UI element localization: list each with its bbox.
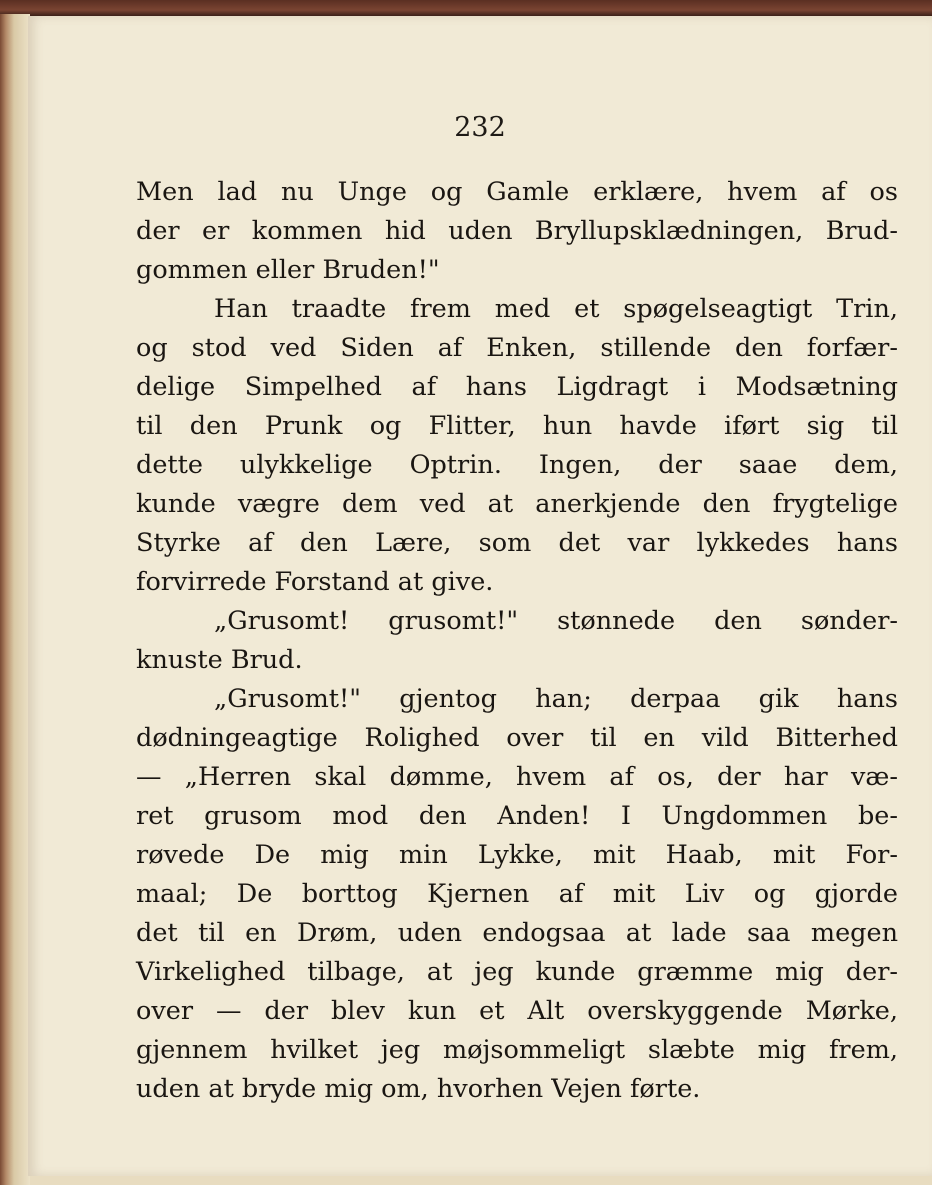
text-line: til den Prunk og Flitter, hun havde iført sig til [136,411,898,441]
text-line: „Grusomt! grusomt!" stønnede den sønder- [214,606,898,636]
text-line: røvede De mig min Lykke, mit Haab, mit For- [136,840,898,870]
text-line: Men lad nu Unge og Gamle erklære, hvem af os [136,177,898,207]
book-page [28,16,932,1176]
text-line: over — der blev kun et Alt overskyggende Mørke, [136,996,898,1026]
text-line: der er kommen hid uden Bryllupsklædningen, Brud- [136,216,898,246]
text-line: det til en Drøm, uden endogsaa at lade saa megen [136,918,898,948]
text-line: Han traadte frem med et spøgelseagtigt Trin, [214,294,898,324]
text-line: kunde vægre dem ved at anerkjende den frygtelige [136,489,898,519]
text-line: — „Herren skal dømme, hvem af os, der har væ- [136,762,898,792]
text-line: gommen eller Bruden!" [136,255,440,285]
text-line: Styrke af den Lære, som det var lykkedes hans [136,528,898,558]
text-line: gjennem hvilket jeg møjsommeligt slæbte mig frem, [136,1035,898,1065]
text-line: dette ulykkelige Optrin. Ingen, der saae dem, [136,450,898,480]
text-line: „Grusomt!" gjentog han; derpaa gik hans [214,684,898,714]
text-line: Virkelighed tilbage, at jeg kunde græmme mig der- [136,957,898,987]
text-line: og stod ved Siden af Enken, stillende den forfær- [136,333,898,363]
text-line: uden at bryde mig om, hvorhen Vejen førte. [136,1074,701,1104]
text-line: forvirrede Forstand at give. [136,567,494,597]
page-number: 232 [454,112,506,143]
body-text [136,173,898,1109]
text-line: knuste Brud. [136,645,303,675]
text-line: maal; De borttog Kjernen af mit Liv og gjorde [136,879,898,909]
text-line: ret grusom mod den Anden! I Ungdommen be- [136,801,898,831]
text-line: delige Simpelhed af hans Ligdragt i Modsætning [136,372,898,402]
page-edge [0,14,30,1185]
text-line: dødningeagtige Rolighed over til en vild Bitterhed [136,723,898,753]
